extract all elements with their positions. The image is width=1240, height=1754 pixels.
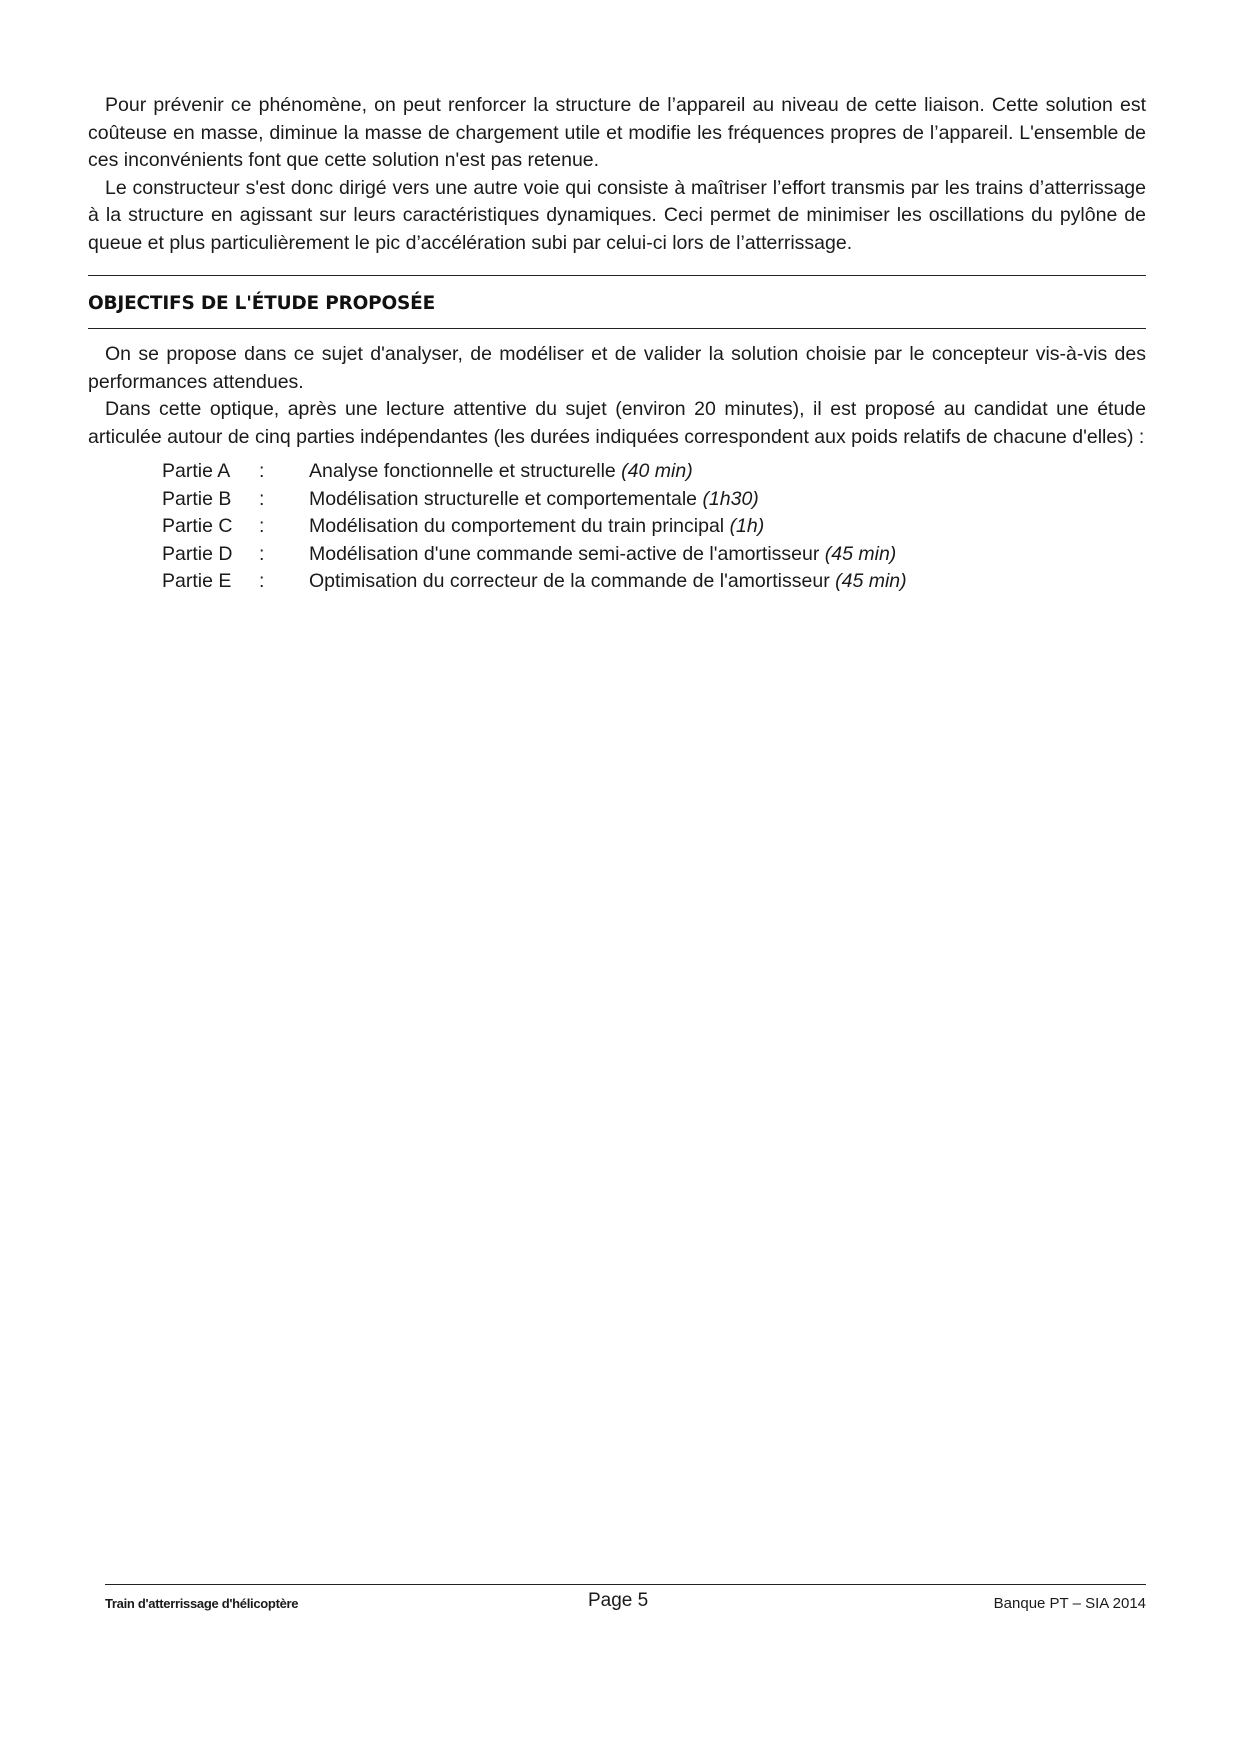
part-duration: (45 min) bbox=[824, 542, 897, 565]
list-item bbox=[162, 486, 1146, 514]
part-duration: (40 min) bbox=[621, 460, 693, 482]
part-separator: : bbox=[259, 515, 265, 537]
part-duration: (1h) bbox=[729, 515, 765, 537]
page-content bbox=[88, 92, 1146, 596]
part-title: Modélisation du comportement du train principal bbox=[309, 515, 730, 537]
part-title: Modélisation d'une commande semi-active de l'amortisseur bbox=[309, 542, 825, 565]
list-item bbox=[162, 541, 1146, 569]
list-item bbox=[162, 458, 1146, 486]
part-duration: (1h30) bbox=[702, 487, 759, 510]
page-footer bbox=[105, 1584, 1146, 1620]
intro-paragraph-2: Le constructeur s'est donc dirigé vers une autre voie qui consiste à maîtriser l’effort transmis par les trains d’atterrissage à la structure en agissant sur leurs caractéristiques dynamiques. Ceci permet de minimiser les oscillations du pylône de queue et plus particulièrement le pic d’accélération subi par celui-ci lors de l’atterrissage. bbox=[88, 176, 1146, 254]
objectives-paragraph-2: Dans cette optique, après une lecture attentive du sujet (environ 20 minutes), il est proposé au candidat une étude articulée autour de cinq parties indépendantes (les durées indiquées correspondent aux poids relatifs de chacune d'elles) : bbox=[88, 398, 1146, 448]
parts-list bbox=[162, 458, 1146, 596]
part-separator: : bbox=[259, 460, 265, 482]
footer-rule bbox=[105, 1584, 1146, 1585]
part-title: Optimisation du correcteur de la commande de l'amortisseur bbox=[309, 570, 836, 592]
part-separator: : bbox=[259, 487, 265, 510]
part-separator: : bbox=[259, 542, 265, 565]
section-title: OBJECTIFS DE L'ÉTUDE PROPOSÉE bbox=[88, 293, 436, 314]
part-separator: : bbox=[259, 570, 265, 592]
part-label: Partie C bbox=[162, 515, 233, 537]
section-bottom-rule bbox=[88, 328, 1146, 329]
part-duration: (45 min) bbox=[835, 570, 907, 592]
footer-exam-reference: Banque PT – SIA 2014 bbox=[993, 1595, 1146, 1612]
part-description bbox=[309, 568, 1146, 596]
objectives-text bbox=[88, 341, 1146, 451]
list-item bbox=[162, 568, 1146, 596]
part-description bbox=[309, 541, 1146, 569]
part-label: Partie D bbox=[162, 542, 233, 565]
part-label: Partie A bbox=[162, 460, 231, 482]
part-title: Analyse fonctionnelle et structurelle bbox=[309, 460, 622, 482]
footer-page-number: Page 5 bbox=[588, 1590, 649, 1611]
part-description bbox=[309, 458, 1146, 486]
intro-paragraph-1: Pour prévenir ce phénomène, on peut renforcer la structure de l’appareil au niveau de cette liaison. Cette solution est coûteuse en masse, diminue la masse de chargement utile et modifie les fréquences propres de l’appareil. L'ensemble de ces inconvénients font que cette solution n'est pas retenue. bbox=[88, 94, 1146, 171]
footer-row bbox=[105, 1590, 1146, 1620]
part-label: Partie B bbox=[162, 487, 232, 510]
part-description bbox=[309, 486, 1146, 514]
part-label: Partie E bbox=[162, 570, 232, 592]
objectives-paragraph-1: On se propose dans ce sujet d'analyser, de modéliser et de valider la solution choisie par le concepteur vis-à-vis des performances attendues. bbox=[88, 343, 1146, 393]
list-item bbox=[162, 513, 1146, 541]
intro-text bbox=[88, 92, 1146, 257]
part-title: Modélisation structurelle et comportementale bbox=[309, 487, 703, 510]
part-description bbox=[309, 513, 1146, 541]
footer-document-title: Train d'atterrissage d'hélicoptère bbox=[105, 1596, 299, 1611]
